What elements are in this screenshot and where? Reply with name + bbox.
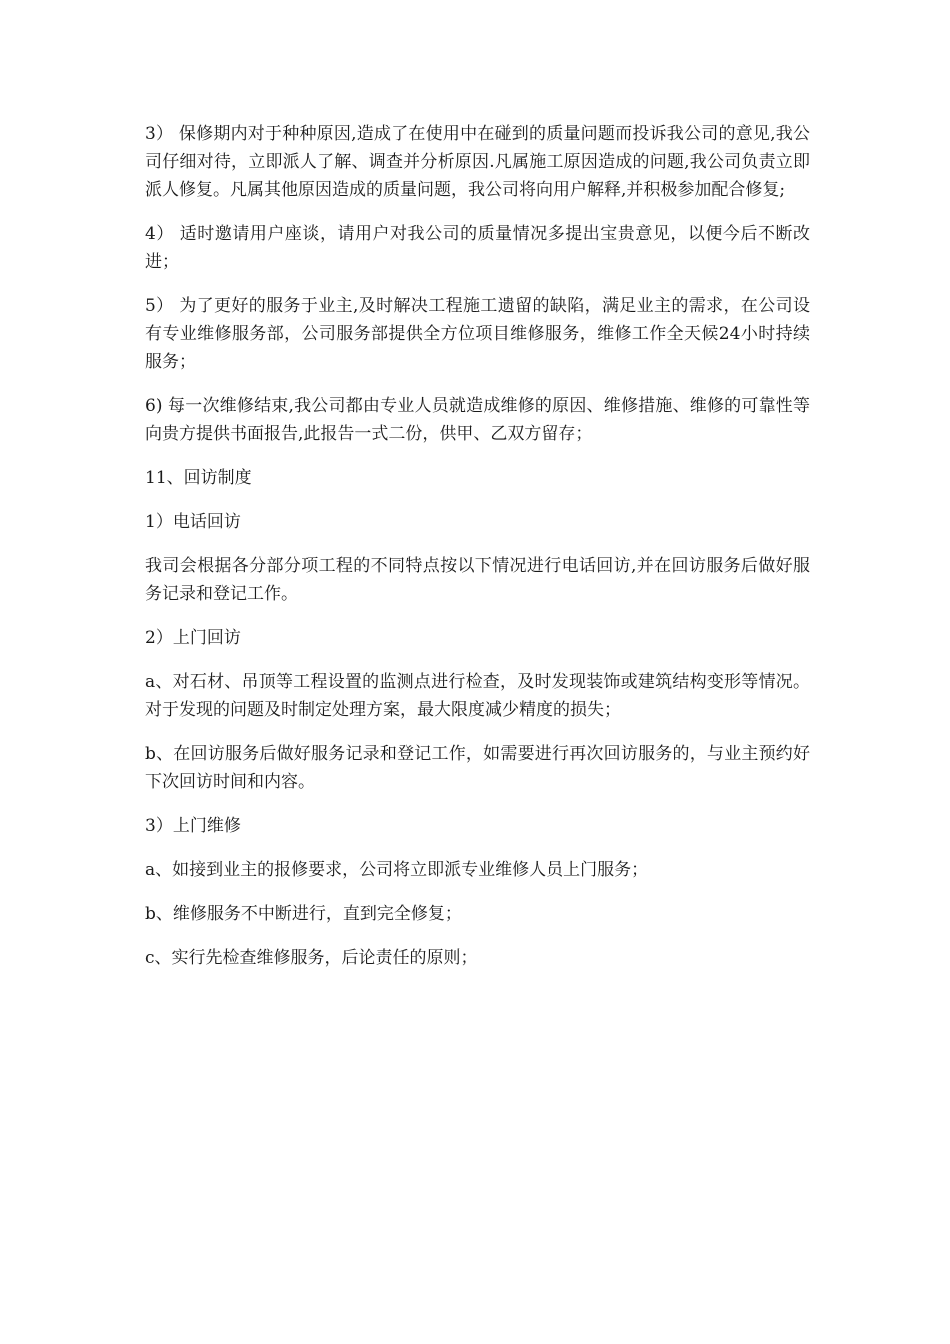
list-item-monitoring-check: a、对石材、吊顶等工程设置的监测点进行检查，及时发现装饰或建筑结构变形等情况。对于发现的问题及时制定处理方案，最大限度减少精度的损失； [145,672,810,720]
subheading-onsite-revisit: 2）上门回访 [145,628,241,648]
paragraph-phone-revisit: 我司会根据各分部分项工程的不同特点按以下情况进行电话回访,并在回访服务后做好服务记录和登记工作。 [145,556,810,604]
paragraph-user-meetings: 4） 适时邀请用户座谈，请用户对我公司的质量情况多提出宝贵意见，以便今后不断改进； [145,224,810,272]
document-page [145,120,810,988]
paragraph-warranty-complaints: 3） 保修期内对于种种原因,造成了在使用中在碰到的质量问题而投诉我公司的意见,我公司仔细对待，立即派人了解、调查并分析原因.凡属施工原因造成的问题,我公司负责立即派人修复。凡属其他原因造成的质量问题，我公司将向用户解释,并积极参加配合修复; [145,124,810,200]
paragraph-maintenance-department: 5） 为了更好的服务于业主,及时解决工程施工遗留的缺陷，满足业主的需求，在公司设有专业维修服务部，公司服务部提供全方位项目维修服务，维修工作全天候24小时持续服务； [145,296,810,372]
list-item-repair-request: a、如接到业主的报修要求，公司将立即派专业维修人员上门服务； [145,860,649,880]
list-item-inspect-first: c、实行先检查维修服务，后论责任的原则； [145,948,478,968]
section-heading-revisit-system: 11、回访制度 [145,468,252,488]
subheading-phone-revisit: 1）电话回访 [145,512,241,532]
list-item-revisit-records: b、在回访服务后做好服务记录和登记工作，如需要进行再次回访服务的，与业主预约好下次回访时间和内容。 [145,744,810,792]
paragraph-maintenance-report: 6) 每一次维修结束,我公司都由专业人员就造成维修的原因、维修措施、维修的可靠性等向贵方提供书面报告,此报告一式二份，供甲、乙双方留存； [145,396,810,444]
list-item-continuous-repair: b、维修服务不中断进行，直到完全修复； [145,904,462,924]
subheading-onsite-repair: 3）上门维修 [145,816,241,836]
